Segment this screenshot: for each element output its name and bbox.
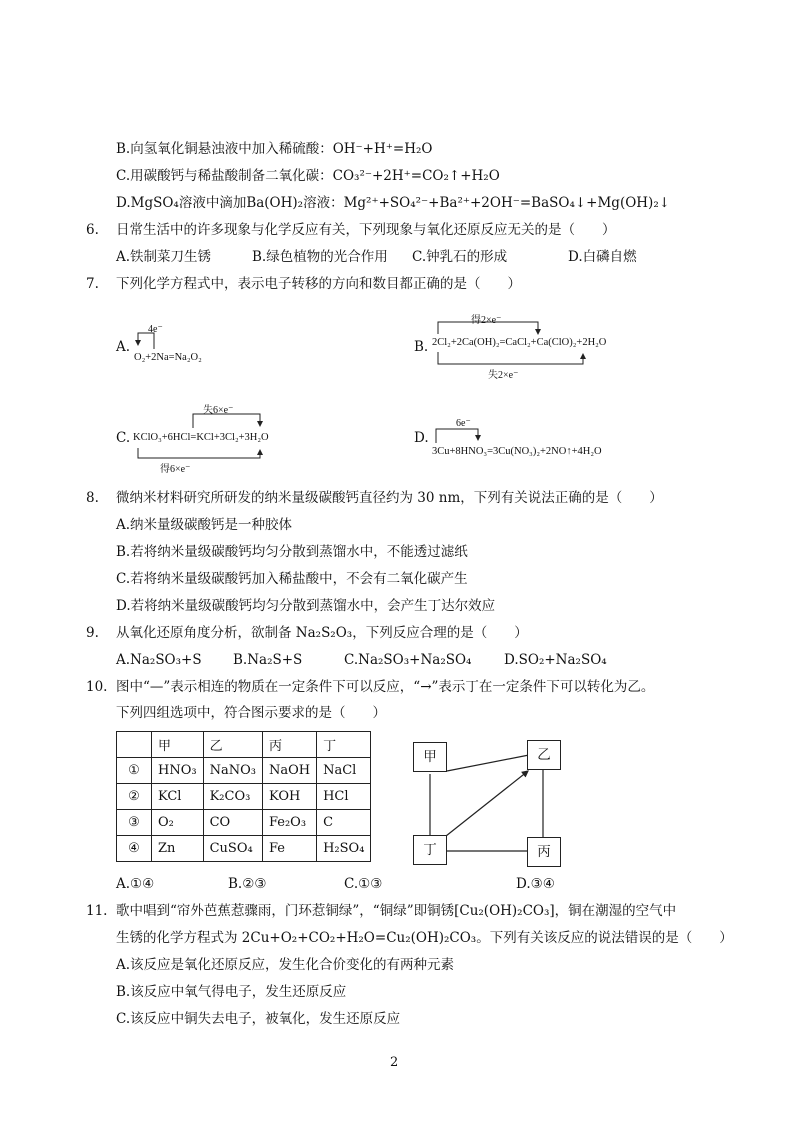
table-row: [117, 784, 371, 810]
q10-number: 10.: [86, 679, 108, 695]
diagram-node-bing: 丙: [527, 837, 561, 867]
q7-option-c-label: C.: [116, 430, 131, 446]
q7-option-c-loss: 失6×e⁻: [203, 405, 234, 416]
q7-option-c-equation: KClO₃+6HCl=KCl+3Cl₂+3H₂O: [133, 432, 269, 443]
q6-option-a: A.铁制菜刀生锈: [116, 249, 212, 265]
table-header-cell: [117, 732, 152, 758]
q10-option-c: C.①③: [344, 876, 383, 892]
q11-stem-line1: 歌中唱到“帘外芭蕉惹骤雨，门环惹铜绿”，“铜绿”即铜锈[Cu₂(OH)₂CO₃]，铜在潮湿的空气中: [116, 903, 677, 919]
table-header-row: [117, 732, 371, 758]
q7-option-b-loss: 失2×e⁻: [488, 370, 519, 381]
q7-option-a-label: A.: [116, 339, 131, 355]
q8-option-c: C.若将纳米量级碳酸钙加入稀盐酸中，不会有二氧化碳产生: [116, 571, 468, 587]
table-cell: CuSO₄: [203, 836, 262, 862]
table-cell: Zn: [152, 836, 204, 862]
q8-option-d: D.若将纳米量级碳酸钙均匀分散到蒸馏水中，会产生丁达尔效应: [116, 598, 496, 614]
table-cell: H₂SO₄: [317, 836, 371, 862]
q10-stem-line2: 下列四组选项中，符合图示要求的是（ ）: [116, 705, 386, 721]
table-cell: KOH: [262, 784, 316, 810]
table-cell: HNO₃: [152, 758, 204, 784]
q6-stem: 日常生活中的许多现象与化学反应有关，下列现象与氧化还原反应无关的是（ ）: [116, 222, 616, 238]
diagram-node-jia: 甲: [413, 742, 447, 772]
diagram-node-ding: 丁: [413, 835, 447, 865]
q7-option-b-gain: 得2×e⁻: [471, 315, 502, 326]
table-cell: K₂CO₃: [203, 784, 262, 810]
q7-option-a-transfer: 4e⁻: [148, 324, 163, 335]
q9-option-b: B.Na₂S+S: [233, 652, 303, 668]
q7-option-d-equation: 3Cu+8HNO₃=3Cu(NO₃)₂+2NO↑+4H₂O: [432, 446, 602, 457]
q7-option-b-equation: 2Cl₂+2Ca(OH)₂=CaCl₂+Ca(ClO)₂+2H₂O: [432, 337, 607, 348]
table-cell: NaCl: [317, 758, 371, 784]
table-cell: CO: [203, 810, 262, 836]
table-cell: NaNO₃: [203, 758, 262, 784]
q8-stem: 微纳米材料研究所研发的纳米量级碳酸钙直径约为 30 nm，下列有关说法正确的是（ ）: [116, 490, 663, 506]
q7-number: 7.: [86, 276, 99, 292]
q7-option-d-transfer: 6e⁻: [456, 418, 471, 429]
table-cell: ②: [117, 784, 152, 810]
q11-stem-line2: 生锈的化学方程式为 2Cu+O₂+CO₂+H₂O=Cu₂(OH)₂CO₃。下列有关该反应的说法错误的是（ ）: [116, 930, 733, 946]
q7-option-b-label: B.: [414, 339, 429, 355]
table-cell: C: [317, 810, 371, 836]
table-cell: NaOH: [262, 758, 316, 784]
q10-option-b: B.②③: [228, 876, 267, 892]
page-number: 2: [390, 1055, 399, 1070]
q10-option-a: A.①④: [116, 876, 155, 892]
q8-number: 8.: [86, 490, 99, 506]
table-cell: ①: [117, 758, 152, 784]
q9-number: 9.: [86, 625, 99, 641]
table-cell: O₂: [152, 810, 204, 836]
table-cell: KCl: [152, 784, 204, 810]
q11-option-a: A.该反应是氧化还原反应，发生化合价变化的有两种元素: [116, 957, 455, 973]
q10-option-d: D.③④: [516, 876, 555, 892]
q9-stem: 从氧化还原角度分析，欲制备 Na₂S₂O₃，下列反应合理的是（ ）: [116, 625, 528, 641]
q11-option-c: C.该反应中铜失去电子，被氧化，发生还原反应: [116, 1011, 401, 1027]
q7-option-d-label: D.: [414, 430, 429, 446]
table-header-cell: 丙: [262, 732, 316, 758]
q8-option-a: A.纳米量级碳酸钙是一种胶体: [116, 517, 293, 533]
q7-option-a-equation: O₂+2Na=Na₂O₂: [134, 352, 202, 363]
diagram-node-yi: 乙: [527, 740, 561, 770]
q11-option-b: B.该反应中氧气得电子，发生还原反应: [116, 984, 347, 1000]
table-cell: ③: [117, 810, 152, 836]
table-cell: HCl: [317, 784, 371, 810]
q9-option-d: D.SO₂+Na₂SO₄: [504, 652, 607, 668]
table-row: [117, 758, 371, 784]
q5-option-d: D.MgSO₄溶液中滴加Ba(OH)₂溶液：Mg²⁺+SO₄²⁻+Ba²⁺+2OH⁻=BaSO₄↓+Mg(OH)₂↓: [116, 195, 671, 211]
q6-option-b: B.绿色植物的光合作用: [252, 249, 388, 265]
table-row: [117, 810, 371, 836]
q6-option-d: D.白磷自燃: [568, 249, 637, 265]
q7-stem: 下列化学方程式中，表示电子转移的方向和数目都正确的是（ ）: [116, 276, 521, 292]
table-header-cell: 甲: [152, 732, 204, 758]
q11-number: 11.: [86, 903, 108, 919]
q8-option-b: B.若将纳米量级碳酸钙均匀分散到蒸馏水中，不能透过滤纸: [116, 544, 468, 560]
table-cell: Fe: [262, 836, 316, 862]
q10-stem-line1: 图中“—”表示相连的物质在一定条件下可以反应，“→”表示丁在一定条件下可以转化为乙。: [116, 679, 655, 695]
q6-option-c: C.钟乳石的形成: [412, 249, 508, 265]
table-header-cell: 丁: [317, 732, 371, 758]
table-cell: ④: [117, 836, 152, 862]
q5-option-c: C.用碳酸钙与稀盐酸制备二氧化碳：CO₃²⁻+2H⁺=CO₂↑+H₂O: [116, 168, 500, 184]
q9-option-c: C.Na₂SO₃+Na₂SO₄: [344, 652, 472, 668]
table-header-cell: 乙: [203, 732, 262, 758]
q5-option-b: B.向氢氧化铜悬浊液中加入稀硫酸：OH⁻+H⁺=H₂O: [116, 141, 433, 157]
q6-number: 6.: [86, 222, 99, 238]
q9-option-a: A.Na₂SO₃+S: [116, 652, 202, 668]
q10-table: [116, 731, 371, 862]
table-row: [117, 836, 371, 862]
q7-option-c-gain: 得6×e⁻: [160, 464, 191, 475]
table-cell: Fe₂O₃: [262, 810, 316, 836]
